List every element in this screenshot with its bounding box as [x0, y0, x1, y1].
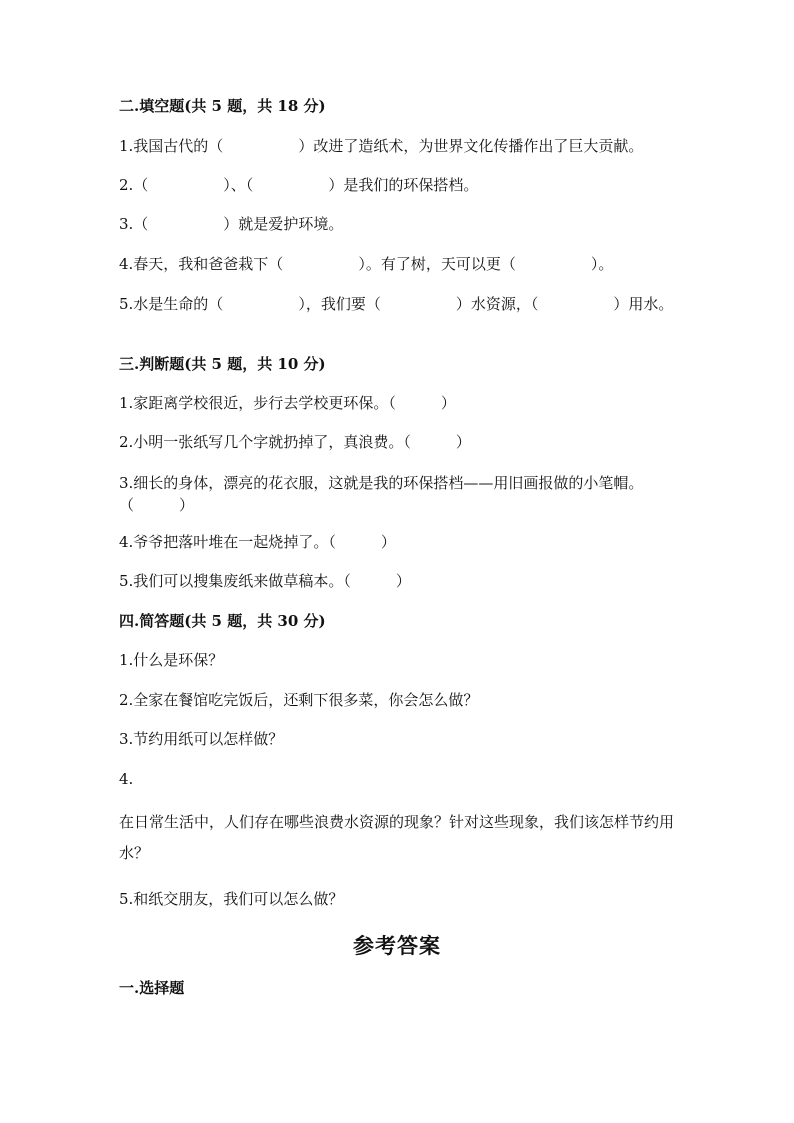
judge-question-5: 5.我们可以搜集废纸来做草稿本。（ ） [119, 572, 411, 590]
section2-heading: 二.填空题(共 5 题，共 18 分) [119, 97, 326, 115]
answers-section1-heading: 一.选择题 [119, 979, 185, 997]
fill-question-2: 2.（ ）、（ ）是我们的环保搭档。 [119, 176, 479, 194]
short-question-2: 2.全家在餐馆吃完饭后，还剩下很多菜，你会怎么做？ [119, 691, 479, 709]
fill-question-5: 5.水是生命的（ ），我们要（ ）水资源，（ ）用水。 [119, 295, 674, 313]
judge-question-4: 4.爷爷把落叶堆在一起烧掉了。（ ） [119, 533, 396, 551]
section3-heading: 三.判断题(共 5 题，共 10 分) [119, 355, 326, 373]
section4-heading: 四.简答题(共 5 题，共 30 分) [119, 612, 326, 630]
short-question-1: 1.什么是环保？ [119, 651, 224, 669]
fill-question-1: 1.我国古代的（ ）改进了造纸术，为世界文化传播作出了巨大贡献。 [119, 137, 644, 155]
short-question-3: 3.节约用纸可以怎样做？ [119, 730, 284, 748]
judge-question-2: 2.小明一张纸写几个字就扔掉了，真浪费。（ ） [119, 433, 471, 451]
judge-question-3: 3.细长的身体，漂亮的花衣服，这就是我的环保搭档——用旧画报做的小笔帽。（ ） [119, 474, 644, 514]
fill-question-3: 3.（ ）就是爱护环境。 [119, 215, 344, 233]
short-question-5: 5.和纸交朋友，我们可以怎么做？ [119, 890, 344, 908]
judge-question-1: 1.家距离学校很近，步行去学校更环保。（ ） [119, 394, 456, 412]
short-question-4-number: 4. [119, 770, 134, 788]
answers-title: 参考答案 [353, 933, 441, 958]
short-question-4-text: 在日常生活中，人们存在哪些浪费水资源的现象？针对这些现象，我们该怎样节约用水？ [119, 813, 675, 862]
fill-question-4: 4.春天，我和爸爸栽下（ ）。有了树，天可以更（ ）。 [119, 255, 614, 273]
